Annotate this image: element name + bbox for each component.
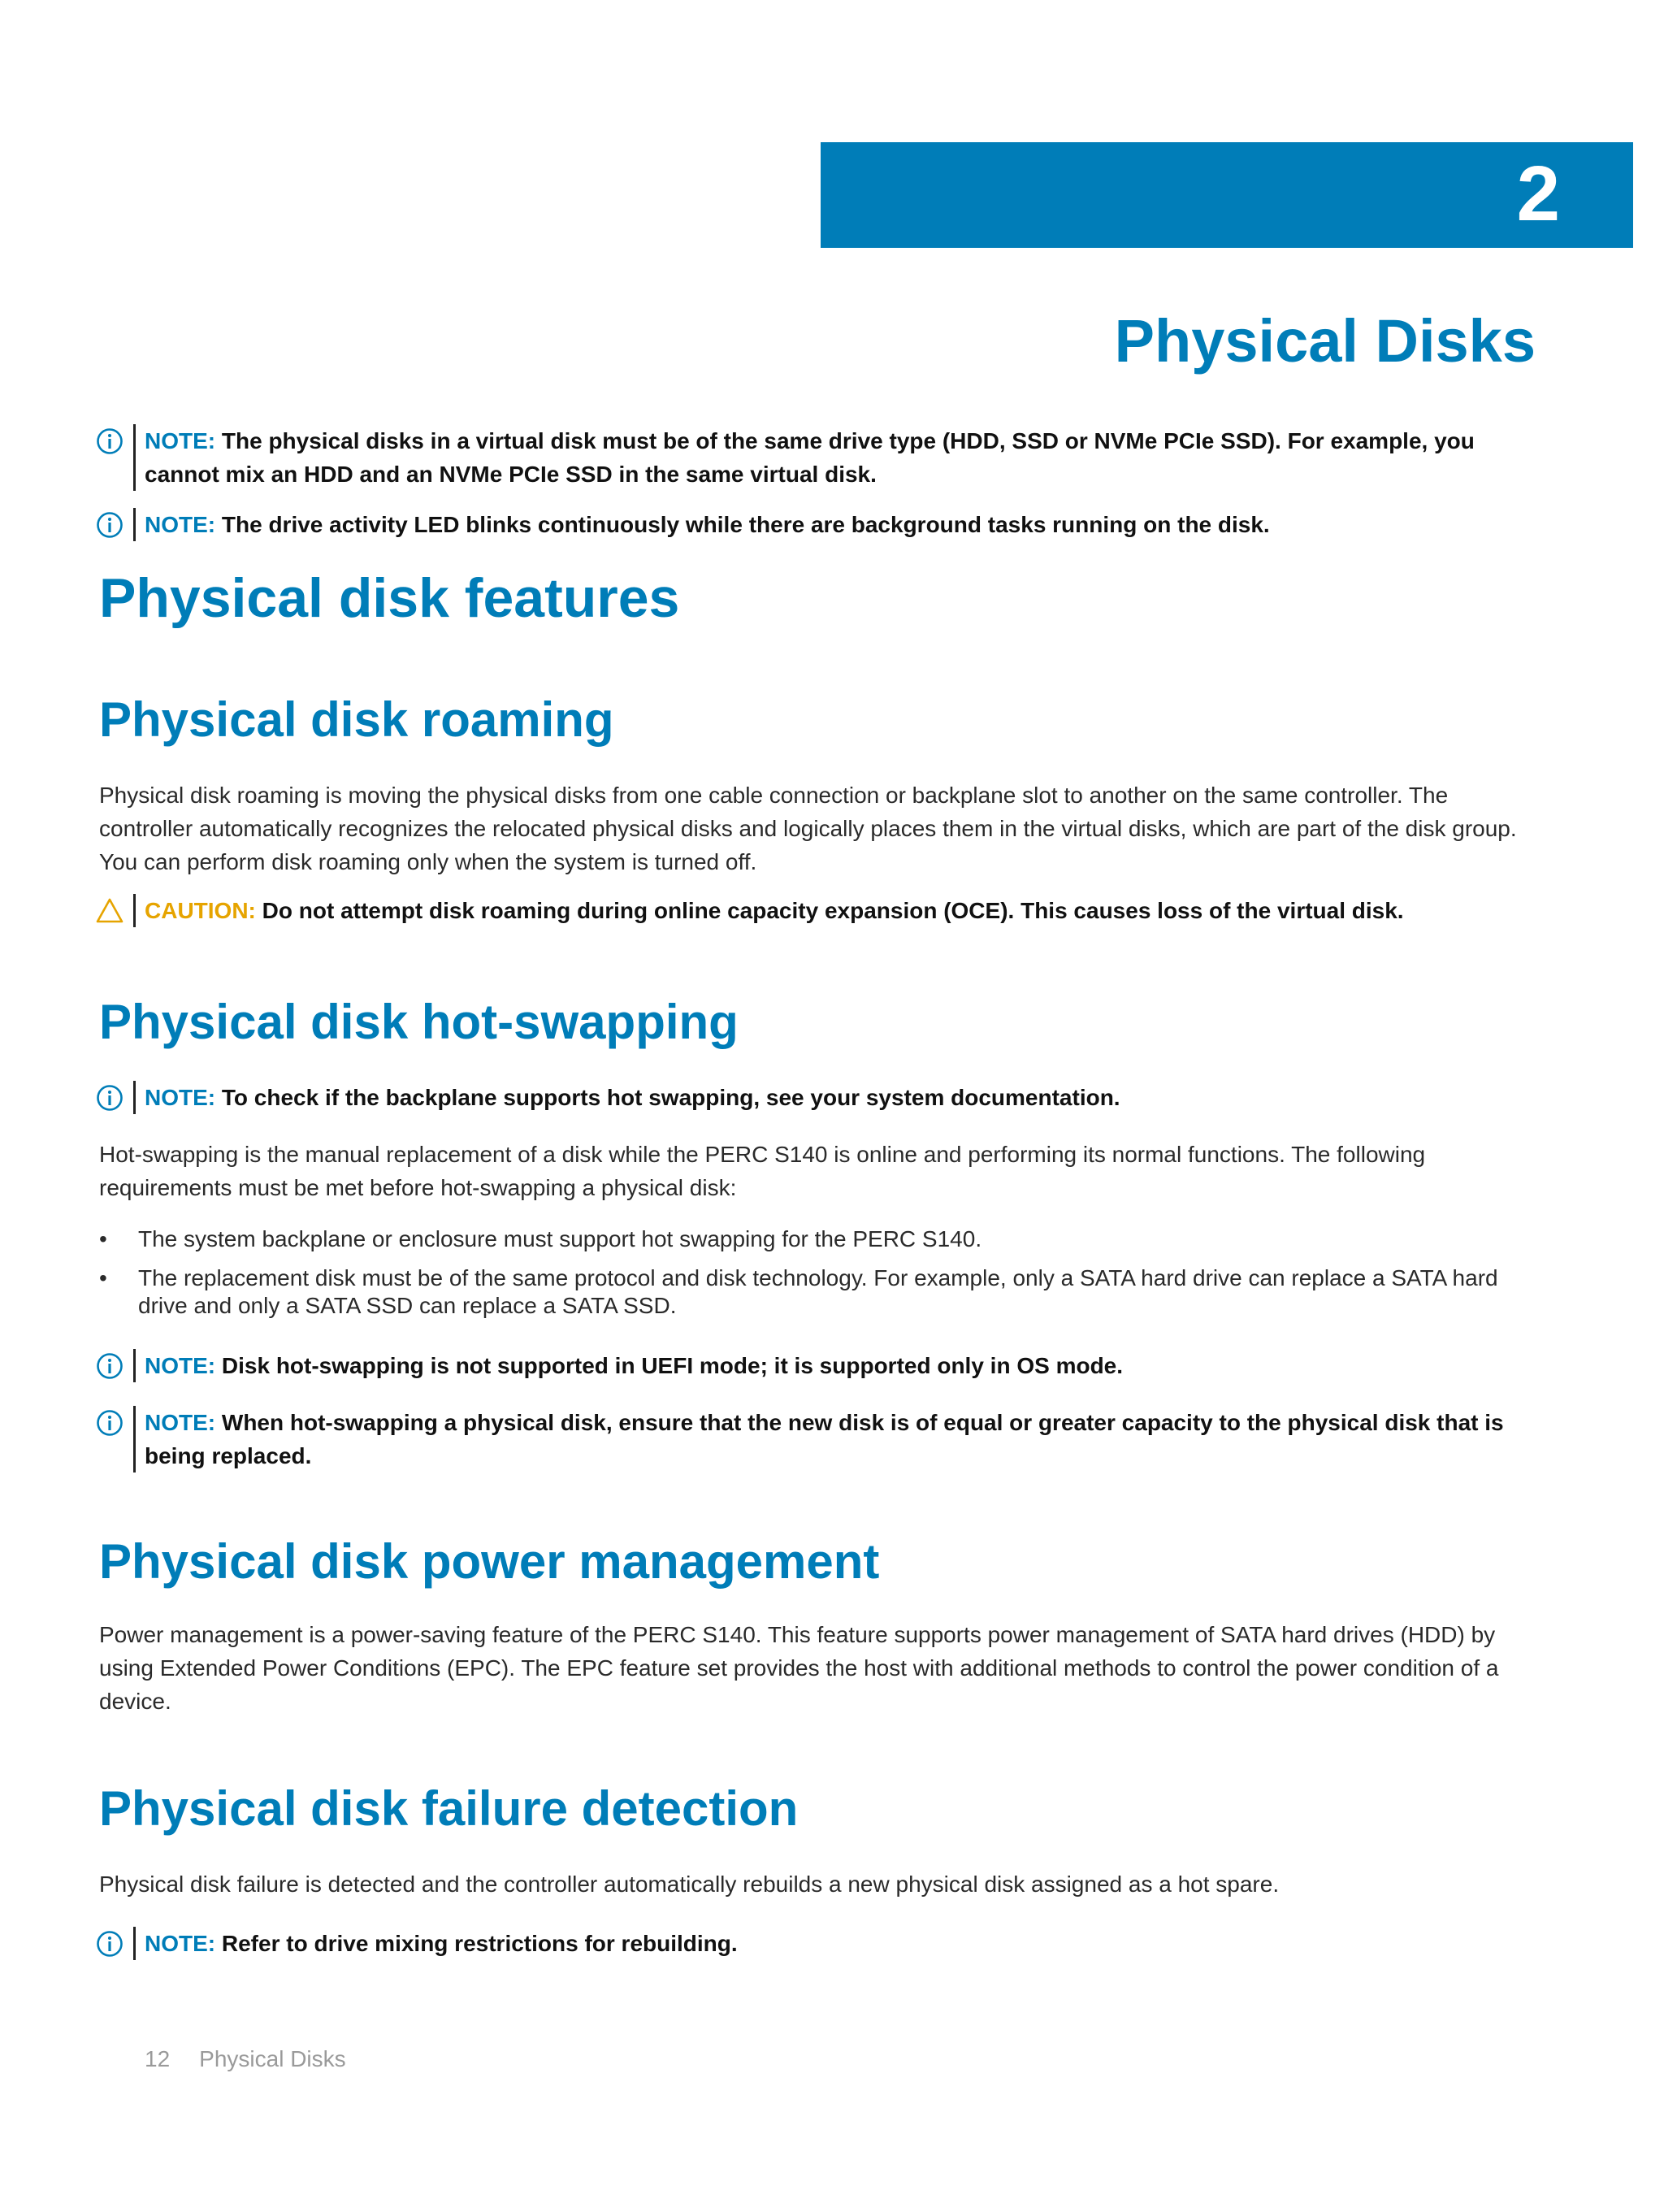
- note-divider: [133, 1349, 136, 1382]
- hotswap-heading: Physical disk hot-swapping: [99, 995, 739, 1049]
- info-circle-icon: [96, 1352, 124, 1380]
- note-label: NOTE:: [145, 1931, 216, 1956]
- chapter-title: Physical Disks: [1114, 307, 1536, 375]
- caution-divider: [133, 894, 136, 927]
- note-text: Disk hot-swapping is not supported in UEFI mode; it is supported only in OS mode.: [221, 1353, 1124, 1378]
- info-circle-icon: [96, 1084, 124, 1112]
- note-capacity: [94, 1406, 1540, 1472]
- note-label: NOTE:: [145, 1085, 216, 1110]
- roaming-heading: Physical disk roaming: [99, 692, 614, 747]
- page-number: 12: [145, 2046, 171, 2071]
- bullet-icon: •: [99, 1226, 107, 1251]
- list-item-text: The system backplane or enclosure must support hot swapping for the PERC S140.: [138, 1226, 982, 1251]
- hotswap-paragraph: Hot-swapping is the manual replacement of a disk while the PERC S140 is online and performing its normal functions. The following requirements must be met before hot-swapping a physical disk:: [99, 1142, 1426, 1200]
- note-divider: [133, 1927, 136, 1960]
- caution-roaming: [94, 894, 1540, 927]
- note-rebuilding: [94, 1927, 1540, 1960]
- note-divider: [133, 508, 136, 541]
- note-drive-type: [94, 424, 1540, 491]
- note-text: The physical disks in a virtual disk must be of the same drive type (HDD, SSD or NVMe PCIe SSD). For example, you cannot mix an HDD and an NVMe PCIe SSD in the same virtual disk.: [145, 428, 1475, 487]
- note-divider: [133, 1081, 136, 1114]
- note-label: NOTE:: [145, 512, 216, 537]
- page-footer: [145, 2046, 346, 2072]
- list-item: [99, 1264, 1537, 1320]
- list-item-text: The replacement disk must be of the same protocol and disk technology. For example, only a SATA hard drive can replace a SATA hard drive and only a SATA SSD can replace a SATA SSD.: [138, 1265, 1498, 1318]
- power-paragraph: Power management is a power-saving feature of the PERC S140. This feature supports power management of SATA hard drives (HDD) by using Extended Power Conditions (EPC). The EPC feature set provides the host with additional methods to control the power condition of a device.: [99, 1622, 1499, 1714]
- chapter-banner: [821, 142, 1633, 248]
- note-text: When hot-swapping a physical disk, ensure that the new disk is of equal or greater capacity to the physical disk that is being replaced.: [145, 1410, 1504, 1468]
- info-circle-icon: [96, 511, 124, 539]
- note-led: [94, 508, 1540, 541]
- note-label: NOTE:: [145, 1353, 216, 1378]
- note-label: NOTE:: [145, 428, 216, 453]
- roaming-paragraph: Physical disk roaming is moving the physical disks from one cable connection or backplane slot to another on the same controller. The controller automatically recognizes the relocated physical disks and logically places them in the virtual disks, which are part of the disk group. You can perform disk roaming only when the system is turned off.: [99, 783, 1517, 874]
- note-label: NOTE:: [145, 1410, 216, 1435]
- failure-heading: Physical disk failure detection: [99, 1781, 799, 1836]
- caution-label: CAUTION:: [145, 898, 256, 923]
- note-divider: [133, 1406, 136, 1472]
- info-circle-icon: [96, 1409, 124, 1437]
- note-text: Refer to drive mixing restrictions for rebuilding.: [221, 1931, 738, 1956]
- hotswap-requirements-list: [99, 1225, 1537, 1331]
- note-backplane: [94, 1081, 1540, 1114]
- info-circle-icon: [96, 427, 124, 455]
- info-circle-icon: [96, 1930, 124, 1958]
- note-divider: [133, 424, 136, 491]
- footer-section-title: Physical Disks: [199, 2046, 346, 2071]
- note-text: The drive activity LED blinks continuously while there are background tasks running on the disk.: [221, 512, 1270, 537]
- note-uefi: [94, 1349, 1540, 1382]
- caution-text: Do not attempt disk roaming during online capacity expansion (OCE). This causes loss of the virtual disk.: [262, 898, 1404, 923]
- failure-paragraph: Physical disk failure is detected and the controller automatically rebuilds a new physical disk assigned as a hot spare.: [99, 1872, 1280, 1897]
- bullet-icon: •: [99, 1265, 107, 1290]
- features-heading: Physical disk features: [99, 567, 680, 629]
- warning-triangle-icon: [96, 897, 124, 925]
- power-heading: Physical disk power management: [99, 1534, 880, 1589]
- note-text: To check if the backplane supports hot swapping, see your system documentation.: [221, 1085, 1120, 1110]
- chapter-number: 2: [1516, 150, 1560, 237]
- list-item: [99, 1225, 1537, 1253]
